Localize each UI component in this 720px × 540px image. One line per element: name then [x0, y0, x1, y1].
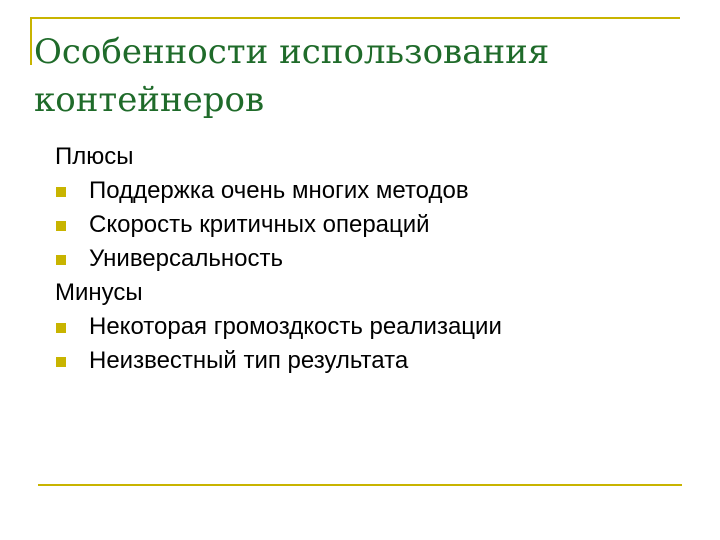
list-item-text: Скорость критичных операций: [89, 211, 430, 238]
square-bullet-icon: [56, 323, 66, 333]
list-item-text: Неизвестный тип результата: [89, 347, 409, 374]
square-bullet-icon: [56, 357, 66, 367]
group-heading-pros: Плюсы: [55, 143, 134, 170]
group-heading-cons: Минусы: [55, 279, 143, 306]
list-item-text: Универсальность: [89, 245, 283, 272]
list-item: [55, 174, 695, 208]
list-item: [55, 344, 695, 378]
slide-title: [34, 28, 674, 124]
top-left-rule: [30, 17, 32, 65]
list-item-text: Поддержка очень многих методов: [89, 177, 469, 204]
slide-content: [55, 140, 695, 378]
title-line: контейнеров: [34, 80, 265, 120]
square-bullet-icon: [56, 221, 66, 231]
list-item: [55, 208, 695, 242]
list-item: [55, 242, 695, 276]
square-bullet-icon: [56, 187, 66, 197]
title-line: Особенности использования: [34, 32, 550, 72]
top-rule: [30, 17, 680, 19]
list-item-text: Некоторая громоздкость реализации: [89, 313, 502, 340]
bottom-rule: [38, 484, 682, 486]
square-bullet-icon: [56, 255, 66, 265]
list-item: [55, 310, 695, 344]
